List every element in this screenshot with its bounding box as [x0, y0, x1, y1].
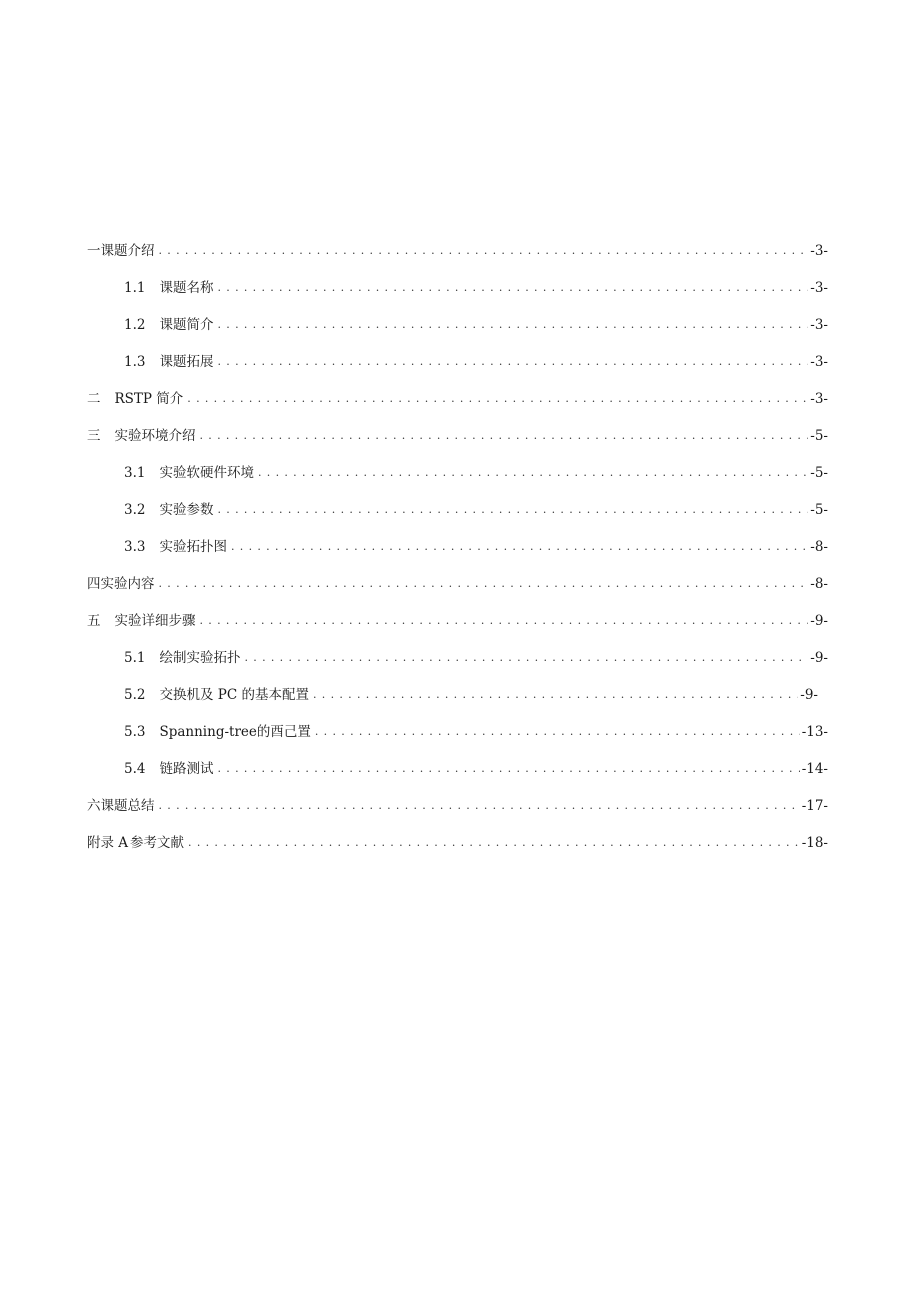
toc-page-number: -18- [801, 834, 828, 851]
dot-leader [217, 504, 808, 518]
toc-title: 绘制实验拓扑 [159, 649, 241, 666]
toc-title: Spanning-tree的酉己置 [159, 723, 311, 740]
toc-entry-chapter-4[interactable] [0, 566, 828, 603]
dot-leader [217, 319, 808, 333]
toc-number: 1.1 [124, 279, 146, 296]
toc-number: 二 [87, 390, 101, 407]
toc-title: 实验拓扑图 [159, 538, 227, 555]
dot-leader [313, 689, 798, 703]
toc-entry-1-1[interactable] [0, 270, 828, 307]
dot-leader [200, 430, 809, 444]
toc-page-number: -5- [810, 501, 828, 518]
toc-number: 六 [87, 797, 101, 814]
toc-title: 实验环境介绍 [114, 427, 196, 444]
toc-page-number: -5- [810, 464, 828, 481]
toc-entry-appendix-a[interactable] [0, 825, 828, 862]
toc-entry-5-1[interactable] [0, 640, 828, 677]
toc-number: 5.3 [124, 723, 146, 740]
toc-number: 三 [87, 427, 101, 444]
toc-title: 课题名称 [159, 279, 214, 296]
toc-title: 实验参数 [159, 501, 214, 518]
toc-entry-5-3[interactable] [0, 714, 828, 751]
toc-title: RSTP 简介 [114, 390, 184, 407]
dot-leader [258, 467, 808, 481]
toc-number: 一 [87, 242, 101, 259]
toc-entry-chapter-5[interactable] [0, 603, 828, 640]
dot-leader [217, 356, 808, 370]
toc-number: 5.2 [124, 686, 146, 703]
toc-page-number: -9- [800, 686, 818, 703]
toc-number: 附录 A [87, 834, 129, 851]
toc-page-number: -3- [810, 316, 828, 333]
toc-title: 参考文献 [130, 834, 185, 851]
toc-title: 课题简介 [159, 316, 214, 333]
toc-page-number: -17- [801, 797, 828, 814]
toc-title: 实验软硬件环境 [159, 464, 254, 481]
toc-title: 课题介绍 [100, 242, 155, 259]
toc-entry-chapter-1[interactable] [0, 233, 828, 270]
toc-title: 链路测试 [159, 760, 214, 777]
toc-number: 1.3 [124, 353, 146, 370]
toc-page-number: -8- [810, 575, 828, 592]
toc-entry-1-3[interactable] [0, 344, 828, 381]
dot-leader [159, 578, 809, 592]
toc-entry-3-1[interactable] [0, 455, 828, 492]
toc-entry-chapter-3[interactable] [0, 418, 828, 455]
table-of-contents [0, 233, 920, 862]
toc-title: 实验详细步骤 [114, 612, 196, 629]
toc-number: 5.1 [124, 649, 146, 666]
toc-page-number: -9- [810, 649, 828, 666]
dot-leader [200, 615, 809, 629]
toc-entry-5-4[interactable] [0, 751, 828, 788]
dot-leader [315, 726, 800, 740]
toc-page-number: -13- [801, 723, 828, 740]
dot-leader [188, 837, 800, 851]
toc-number: 五 [87, 612, 101, 629]
dot-leader [217, 282, 808, 296]
toc-number: 3.3 [124, 538, 146, 555]
toc-page-number: -14- [801, 760, 828, 777]
toc-entry-chapter-6[interactable] [0, 788, 828, 825]
toc-entry-3-3[interactable] [0, 529, 828, 566]
toc-title: 课题总结 [100, 797, 155, 814]
toc-entry-chapter-2[interactable] [0, 381, 828, 418]
toc-title: 课题拓展 [159, 353, 214, 370]
dot-leader [244, 652, 808, 666]
toc-number: 5.4 [124, 760, 146, 777]
toc-number: 3.1 [124, 464, 146, 481]
toc-page-number: -5- [810, 427, 828, 444]
toc-entry-5-2[interactable] [0, 677, 818, 714]
toc-entry-3-2[interactable] [0, 492, 828, 529]
toc-title: 交换机及 PC 的基本配置 [159, 686, 309, 703]
toc-number: 3.2 [124, 501, 146, 518]
toc-page-number: -9- [810, 612, 828, 629]
toc-page-number: -3- [810, 279, 828, 296]
toc-page-number: -3- [810, 242, 828, 259]
dot-leader [159, 245, 809, 259]
toc-page-number: -3- [810, 353, 828, 370]
dot-leader [187, 393, 808, 407]
dot-leader [231, 541, 808, 555]
dot-leader [217, 763, 799, 777]
toc-title: 实验内容 [100, 575, 155, 592]
dot-leader [159, 800, 800, 814]
toc-number: 四 [87, 575, 101, 592]
toc-page-number: -8- [810, 538, 828, 555]
toc-page-number: -3- [810, 390, 828, 407]
toc-number: 1.2 [124, 316, 146, 333]
toc-entry-1-2[interactable] [0, 307, 828, 344]
